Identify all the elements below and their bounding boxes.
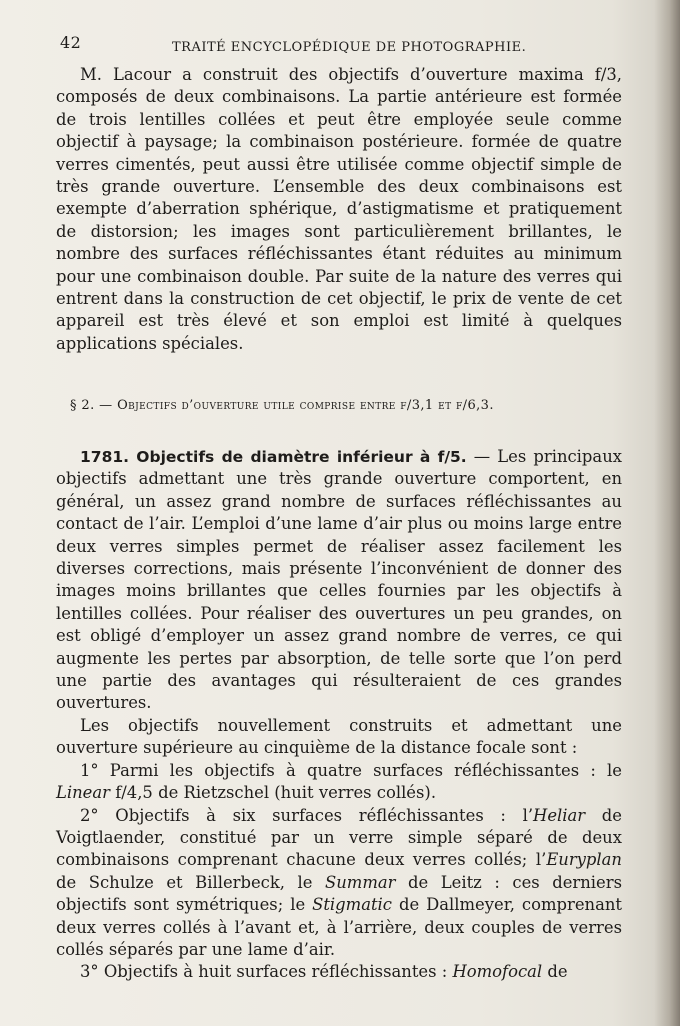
list-item-2-text-a: 2° Objectifs à six surfaces réfléchissantes : l’ [80,805,534,825]
list-item-3-text-b: de [542,962,568,982]
paragraph-intro-list: Les objectifs nouvellement construits et admettant une ouverture supérieure au cinquième de la distance focale sont : [56,715,622,758]
lens-name-heliar: Heliar [533,805,586,825]
lens-name-stigmatic: Stigmatic [312,895,392,915]
running-title: TRAITÉ ENCYCLOPÉDIQUE DE PHOTOGRAPHIE. [172,40,527,55]
paragraph-lacour-text: M. Lacour a construit des objectifs d’ouverture maxima f/3, composés de deux combinaisons. La partie antérieure est formée de trois lentilles collées et peut être employée seule comme objectif à paysage; la combinaison postérieure. formée de quatre verres cimentés, peut aussi être utilisée comme objectif simple de très grande ouverture. L’ensemble des deux combinaisons est exempte d’aberration sphérique, d’astigmatisme et pratiquement de distorsion; les images sont particulièrement brillantes, le nombre des surfaces réfléchissantes étant réduites au minimum pour une combinaison double. Par suite de la nature des verres qui entrent dans la construction de cet objectif, le prix de vente de cet appareil est très élevé et son emploi est limité à quelques applications spéciales. [56,65,622,353]
list-item-1-text-b: f/4,5 de Rietzschel (huit verres collés). [110,783,437,803]
lens-name-linear: Linear [56,783,110,803]
article-1781 [56,446,622,984]
list-item-3 [56,961,622,983]
lens-name-homofocal: Homofocal [452,962,543,982]
lens-name-euryplan: Euryplan [546,850,622,870]
list-item-1 [56,760,622,805]
article-body: — Les principaux objectifs admettant une très grande ouverture comportent, en général, un assez grand nombre de surfaces réfléchissantes au contact de l’air. L’emploi d’une lame d’air plus ou moins large entre deux verres simples permet de réaliser assez facilement les diverses corrections, mais présente l’inconvénient de donner des images moins brillantes que celles fournies par les objectifs à lentilles collées. Pour réaliser des ouvertures un peu grandes, on est obligé d’employer un assez grand nombre de verres, ce qui augmente les pertes par absorption, de telle sorte que l’on perd une partie des avantages qui résulteraient de ces grandes ouvertures. [56,447,622,713]
list-item-2-text-c: de Schulze et Billerbeck, le [56,872,326,892]
list-item-3-text-a: 3° Objectifs à huit surfaces réfléchissantes : [80,962,453,982]
article-heading: 1781. Objectifs de diamètre inférieur à f/5. [80,448,467,466]
list-item-2-text-e: de Dallmeyer, comprenant deux verres collés à l’avant et, à l’arrière, deux couples de verres collés séparés par une lame d’air. [56,895,622,959]
lens-name-summar: Summar [325,872,396,892]
running-header [60,30,626,54]
paragraph-lacour [56,64,622,355]
article-1781-paragraph [56,446,622,715]
list-item-1-text-a: 1° Parmi les objectifs à quatre surfaces réfléchissantes : le [80,760,622,780]
page-edge-shadow [654,0,680,1026]
list-item-2-text-b: de Voigtlaender, constitué par un verre simple séparé de deux combinaisons comprenant chacune deux verres collés; l’ [56,805,622,870]
section-heading: § 2. — Objectifs d’ouverture utile comprise entre f/3,1 et f/6,3. [70,398,494,413]
page-number: 42 [60,33,82,52]
list-item-2-text-d: de Leitz : ces derniers objectifs sont symétriques; le [56,872,622,915]
list-item-2 [56,805,622,962]
